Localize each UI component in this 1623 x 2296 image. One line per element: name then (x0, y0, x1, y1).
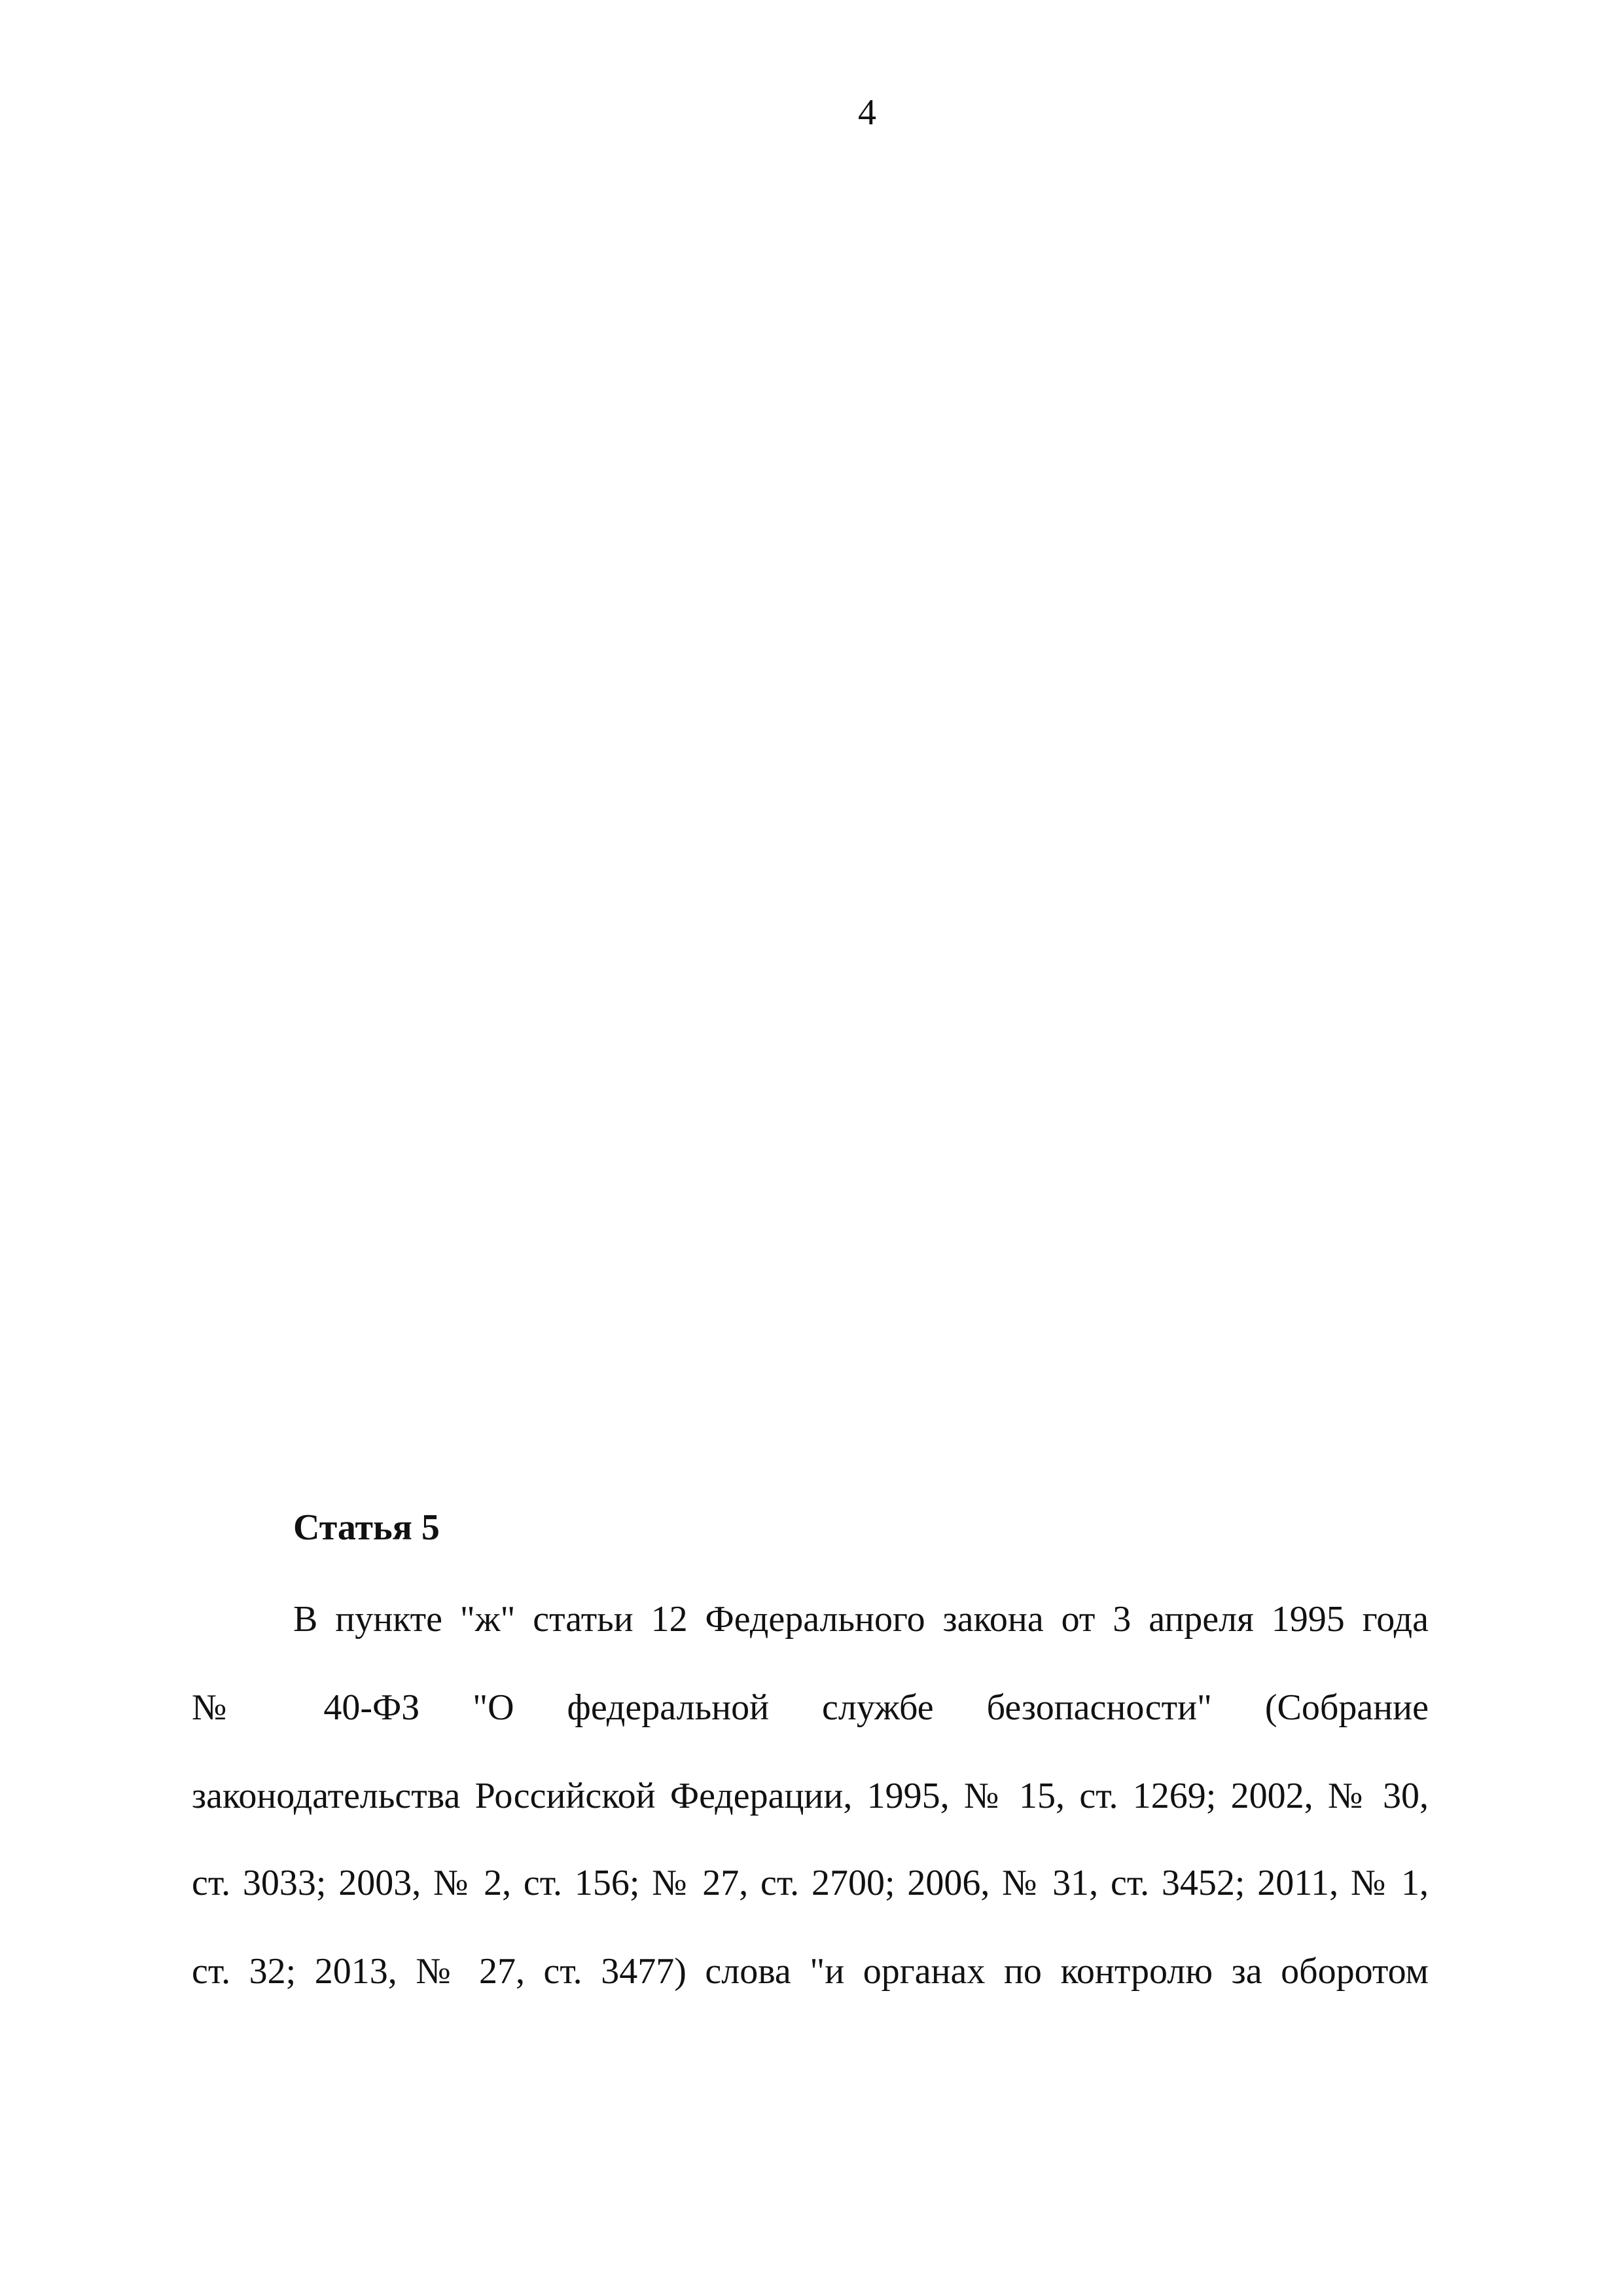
body-line: № 40-ФЗ "О федеральной службе безопасности" (Собрание (192, 1687, 1429, 1728)
page-number: 4 (858, 92, 876, 133)
body-line: В пункте "ж" статьи 12 Федерального закона от 3 апреля 1995 года (293, 1599, 1429, 1640)
body-line: законодательства Российской Федерации, 1995, № 15, ст. 1269; 2002, № 30, (192, 1776, 1429, 1816)
article-heading: Статья 5 (293, 1507, 440, 1548)
body-line: ст. 3033; 2003, № 2, ст. 156; № 27, ст. 2700; 2006, № 31, ст. 3452; 2011, № 1, (192, 1863, 1429, 1903)
body-line: ст. 32; 2013, № 27, ст. 3477) слова "и органах по контролю за оборотом (192, 1951, 1429, 1992)
